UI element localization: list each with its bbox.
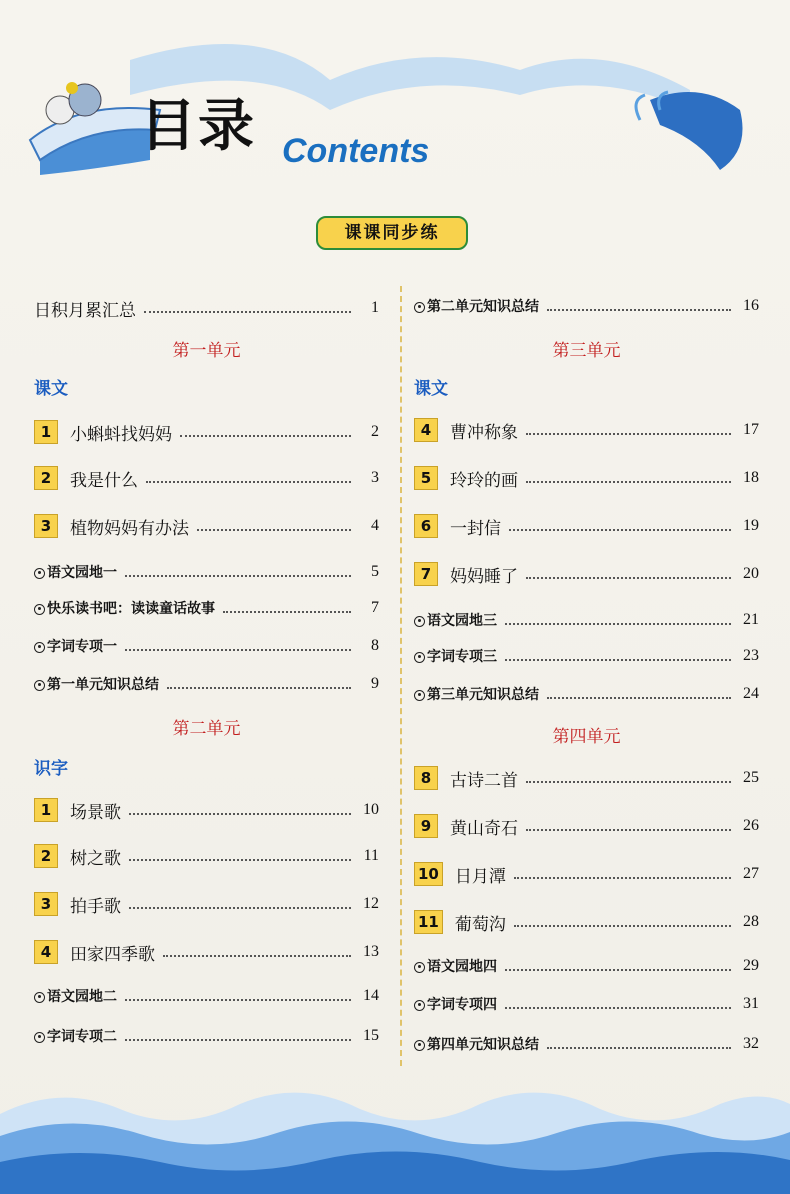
entry-label: 第四单元知识总结 — [427, 1037, 539, 1053]
leader-dots — [514, 877, 731, 879]
lesson-number-badge: 2 — [34, 844, 58, 868]
page-number: 11 — [363, 847, 379, 864]
entry-label: 快乐读书吧：读读童话故事 — [47, 601, 215, 617]
page-number: 23 — [743, 647, 759, 664]
leader-dots — [180, 435, 351, 437]
toc-entry[interactable] — [414, 680, 759, 708]
leader-dots — [144, 311, 351, 313]
leader-dots — [129, 813, 351, 815]
page-number: 10 — [363, 801, 379, 818]
leader-dots — [526, 577, 731, 579]
leader-dots — [505, 969, 731, 971]
bullet-icon — [34, 680, 45, 691]
bullet-icon — [34, 1032, 45, 1043]
bullet-icon — [414, 1040, 425, 1051]
lesson-number-badge: 9 — [414, 814, 438, 838]
page-number: 13 — [363, 943, 379, 960]
lesson-number-badge: 4 — [414, 418, 438, 442]
page-number: 3 — [371, 469, 379, 486]
bullet-icon — [414, 302, 425, 313]
lesson-number-badge: 7 — [414, 562, 438, 586]
entry-label: 一封信 — [450, 518, 501, 539]
page-number: 27 — [743, 865, 759, 882]
entry-label: 树之歌 — [70, 848, 121, 869]
page-number: 20 — [743, 565, 759, 582]
toc-entry[interactable] — [414, 606, 759, 634]
leader-dots — [125, 649, 351, 651]
lesson-number-badge: 5 — [414, 466, 438, 490]
lesson-number-badge: 8 — [414, 766, 438, 790]
toc-entry[interactable] — [34, 842, 379, 870]
section-label: 课文 — [414, 379, 448, 399]
page-number: 17 — [743, 421, 759, 438]
lesson-number-badge: 6 — [414, 514, 438, 538]
bullet-icon — [414, 616, 425, 627]
bullet-icon — [414, 1000, 425, 1011]
lesson-number-badge: 10 — [414, 862, 443, 886]
bullet-icon — [34, 992, 45, 1003]
page-number: 24 — [743, 685, 759, 702]
page-number: 15 — [363, 1027, 379, 1044]
toc-entry[interactable] — [34, 938, 379, 966]
entry-label: 妈妈睡了 — [450, 566, 518, 587]
leader-dots — [547, 697, 731, 699]
lesson-number-badge: 3 — [34, 514, 58, 538]
toc-entry[interactable] — [34, 670, 379, 698]
leader-dots — [514, 925, 731, 927]
bullet-icon — [414, 652, 425, 663]
toc-entry[interactable] — [34, 594, 379, 622]
toc-entry[interactable] — [414, 1030, 759, 1058]
toc-entry[interactable] — [414, 764, 759, 792]
toc-entry[interactable] — [414, 560, 759, 588]
page-number: 2 — [371, 423, 379, 440]
leader-dots — [505, 659, 731, 661]
leader-dots — [197, 529, 351, 531]
entry-label: 场景歌 — [70, 802, 121, 823]
entry-label: 田家四季歌 — [70, 944, 155, 965]
lesson-number-badge: 2 — [34, 466, 58, 490]
toc-entry[interactable] — [34, 512, 379, 540]
entry-label: 植物妈妈有办法 — [70, 518, 189, 539]
entry-label: 语文园地二 — [47, 989, 117, 1005]
toc-entry[interactable] — [414, 642, 759, 670]
page-number: 31 — [743, 995, 759, 1012]
bullet-icon — [34, 604, 45, 615]
entry-label: 语文园地四 — [427, 959, 497, 975]
entry-label: 葡萄沟 — [454, 914, 506, 935]
lesson-number-badge: 1 — [34, 798, 58, 822]
entry-label: 拍手歌 — [70, 896, 121, 917]
page-number: 25 — [743, 769, 759, 786]
toc-entry[interactable] — [34, 796, 379, 824]
entry-label: 我是什么 — [70, 470, 138, 491]
page-number: 28 — [743, 913, 759, 930]
entry-label: 曹冲称象 — [450, 422, 518, 443]
toc-entry[interactable] — [414, 908, 759, 936]
leader-dots — [129, 859, 351, 861]
leader-dots — [505, 623, 731, 625]
leader-dots — [526, 781, 731, 783]
leader-dots — [163, 955, 351, 957]
unit-title: 第一单元 — [172, 341, 241, 361]
entry-label: 黄山奇石 — [450, 818, 518, 839]
entry-label: 玲玲的画 — [450, 470, 518, 491]
entry-label: 字词专项三 — [427, 649, 497, 665]
section-label: 识字 — [34, 759, 68, 779]
leader-dots — [526, 481, 731, 483]
lesson-number-badge: 3 — [34, 892, 58, 916]
toc-entry[interactable] — [34, 890, 379, 918]
lesson-number-badge: 4 — [34, 940, 58, 964]
entry-label: 古诗二首 — [450, 770, 518, 791]
bullet-icon — [414, 962, 425, 973]
unit-title: 第三单元 — [552, 341, 621, 361]
leader-dots — [129, 907, 351, 909]
toc-entry[interactable] — [34, 464, 379, 492]
leader-dots — [223, 611, 351, 613]
toc-entry[interactable] — [414, 812, 759, 840]
page-number: 19 — [743, 517, 759, 534]
leader-dots — [125, 999, 351, 1001]
page-number: 29 — [743, 957, 759, 974]
entry-label: 第一单元知识总结 — [47, 677, 159, 693]
lesson-number-badge: 11 — [414, 910, 443, 934]
entry-label: 第三单元知识总结 — [427, 687, 539, 703]
unit-title: 第二单元 — [172, 719, 241, 739]
entry-label: 语文园地一 — [47, 565, 117, 581]
page-number: 16 — [743, 297, 759, 314]
bullet-icon — [34, 568, 45, 579]
page-number: 1 — [371, 299, 379, 316]
bullet-icon — [34, 642, 45, 653]
page-number: 4 — [371, 517, 379, 534]
page-number: 5 — [371, 563, 379, 580]
toc-entry[interactable] — [414, 860, 759, 888]
toc-entry[interactable] — [414, 464, 759, 492]
entry-label: 日月潭 — [454, 866, 506, 887]
bullet-icon — [414, 690, 425, 701]
column-divider — [400, 286, 402, 1066]
section-banner: 课课同步练 — [316, 216, 468, 250]
toc-entry[interactable] — [34, 982, 379, 1010]
toc-entry[interactable] — [34, 632, 379, 660]
page-number: 8 — [371, 637, 379, 654]
page-subtitle: Contents — [282, 132, 430, 170]
entry-label: 字词专项四 — [427, 997, 497, 1013]
toc-entry[interactable] — [414, 292, 759, 320]
entry-label: 字词专项二 — [47, 1029, 117, 1045]
page-number: 9 — [371, 675, 379, 692]
toc-entry[interactable] — [34, 418, 379, 446]
entry-label: 小蝌蚪找妈妈 — [70, 424, 172, 445]
lesson-number-badge: 1 — [34, 420, 58, 444]
entry-label: 第二单元知识总结 — [427, 299, 539, 315]
entry-label: 字词专项一 — [47, 639, 117, 655]
leader-dots — [547, 309, 731, 311]
toc-entry[interactable] — [34, 558, 379, 586]
page-number: 7 — [371, 599, 379, 616]
leader-dots — [505, 1007, 731, 1009]
page-number: 14 — [363, 987, 379, 1004]
toc-entry[interactable] — [414, 990, 759, 1018]
page-number: 21 — [743, 611, 759, 628]
leader-dots — [167, 687, 351, 689]
unit-title: 第四单元 — [552, 727, 621, 747]
leader-dots — [526, 433, 731, 435]
leader-dots — [125, 1039, 351, 1041]
page-title: 目录 — [140, 94, 256, 159]
leader-dots — [125, 575, 351, 577]
page-number: 26 — [743, 817, 759, 834]
page-number: 12 — [363, 895, 379, 912]
toc-entry[interactable] — [34, 294, 379, 322]
toc-entry[interactable] — [414, 952, 759, 980]
entry-label: 日积月累汇总 — [34, 300, 136, 321]
page-number: 18 — [743, 469, 759, 486]
section-label: 课文 — [34, 379, 68, 399]
leader-dots — [146, 481, 351, 483]
toc-entry[interactable] — [414, 512, 759, 540]
toc-entry[interactable] — [34, 1022, 379, 1050]
leader-dots — [526, 829, 731, 831]
footer-waves-decoration — [0, 1074, 790, 1194]
toc-entry[interactable] — [414, 416, 759, 444]
leader-dots — [509, 529, 731, 531]
leader-dots — [547, 1047, 731, 1049]
entry-label: 语文园地三 — [427, 613, 497, 629]
page-number: 32 — [743, 1035, 759, 1052]
